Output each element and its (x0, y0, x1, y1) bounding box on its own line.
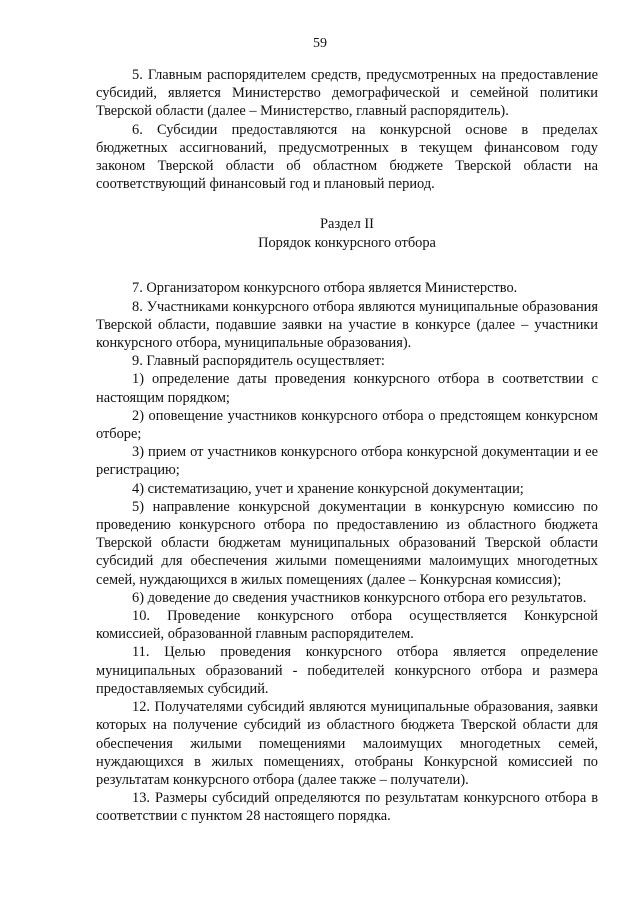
paragraph-9: 9. Главный распорядитель осуществляет: (132, 353, 385, 370)
paragraph-13: 13. Размеры субсидий определяются по результатам конкурсного отбора в соответствии с пунктом 28 настоящего порядка. (96, 790, 598, 825)
paragraph-7: 7. Организатором конкурсного отбора является Министерство. (132, 280, 518, 297)
paragraph-8: 8. Участниками конкурсного отбора являются муниципальные образования Тверской области, подавшие заявки на участие в конкурсе (далее – участники конкурсного отбора, муниципальные образования). (96, 298, 598, 352)
page-number: 59 (313, 36, 327, 51)
section-number: Раздел II (320, 216, 374, 233)
paragraph-10: 10. Проведение конкурсного отбора осуществляется Конкурсной комиссией, образованной главным распорядителем. (96, 608, 598, 643)
paragraph-12: 12. Получателями субсидий являются муниципальные образования, заявки которых на получение субсидий из областного бюджета Тверской области для обеспечения жилыми помещениями малоимущих многодетных семей, нуждающихся в жилых помещениях, отобраны Конкурсной комиссией по результатам конкурсного отбора (далее также – получатели). (96, 699, 598, 788)
list-item-1: 1) определение даты проведения конкурсного отбора в соответствии с настоящим порядком; (96, 371, 598, 406)
document-body (96, 66, 598, 826)
list-item-5: 5) направление конкурсной документации в конкурсную комиссию по проведению конкурсного отбора по предоставлению из областного бюджета Тверской области бюджетам муниципальных образований Тверской области субсидий для обеспечения жилыми помещениями малоимущих многодетных семей, нуждающихся в жилых помещениях (далее – Конкурсная комиссия); (96, 498, 598, 588)
section-title: Порядок конкурсного отбора (258, 235, 436, 252)
list-item-2: 2) оповещение участников конкурсного отбора о предстоящем конкурсном отборе; (96, 407, 598, 443)
paragraph-6: 6. Субсидии предоставляются на конкурсной основе в пределах бюджетных ассигнований, предусмотренных в текущем финансовом году законом Тверской области об областном бюджете Тверской области на соответствующий финансовый год и плановый период. (96, 121, 598, 193)
list-item-6: 6) доведение до сведения участников конкурсного отбора его результатов. (132, 589, 587, 606)
list-item-3: 3) прием от участников конкурсного отбора конкурсной документации и ее регистрацию; (96, 444, 598, 479)
section-heading (96, 215, 598, 253)
paragraph-11: 11. Целью проведения конкурсного отбора является определение муниципальных образований - победителей конкурсного отбора и размера предоставляемых субсидий. (96, 644, 598, 697)
list-item-4: 4) систематизацию, учет и хранение конкурсной документации; (132, 480, 524, 497)
paragraph-5: 5. Главным распорядителем средств, предусмотренных на предоставление субсидий, является Министерство демографической и семейной политики Тверской области (далее – Министерство, главный распорядитель). (96, 67, 598, 120)
